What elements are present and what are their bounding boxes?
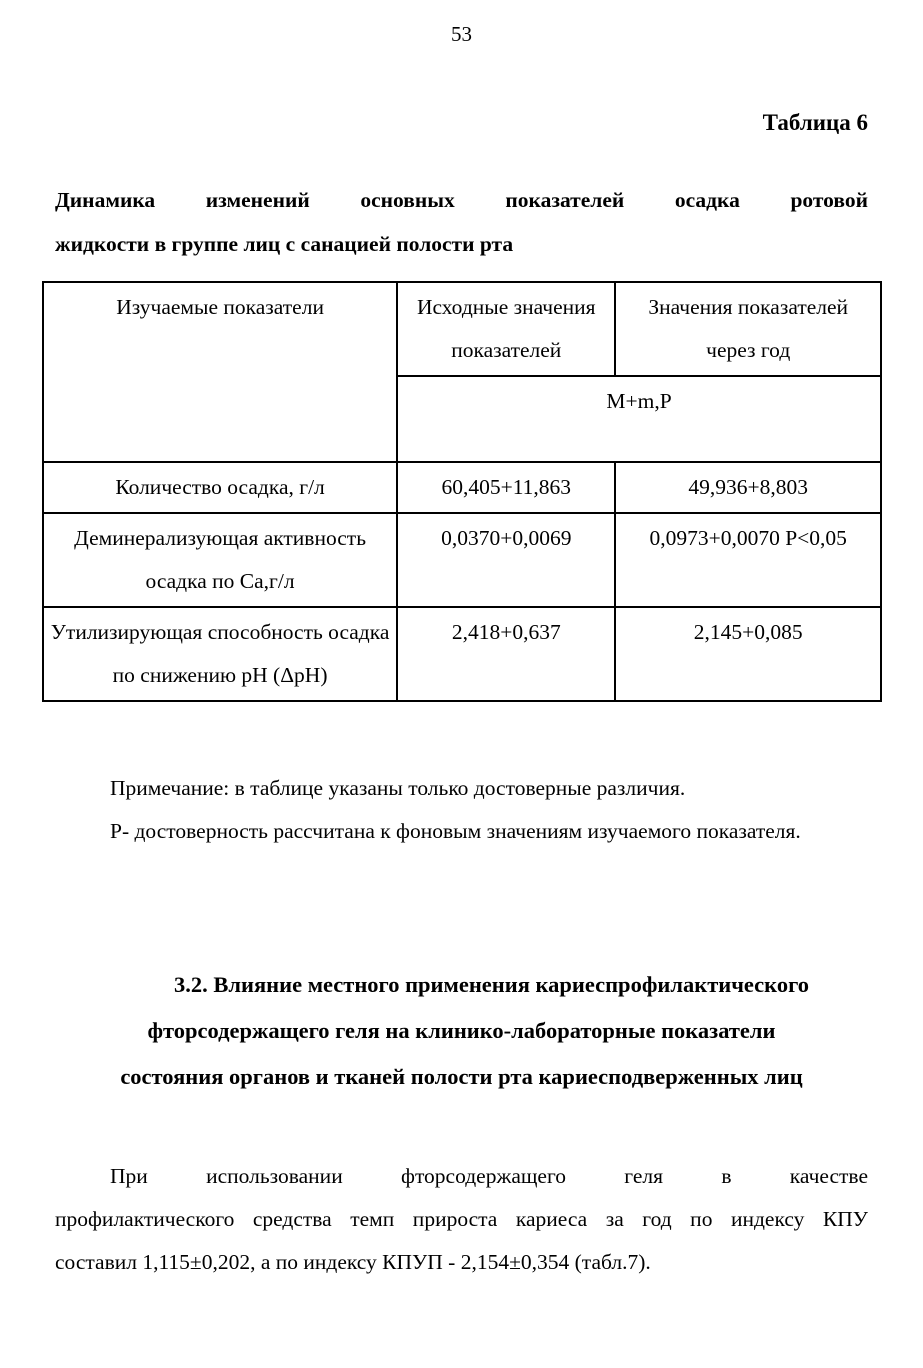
header-initial-values: Исходные значения показателей <box>397 282 615 376</box>
row-after-year-value: 49,936+8,803 <box>615 462 881 513</box>
row-initial-value: 60,405+11,863 <box>397 462 615 513</box>
row-after-year-value: 2,145+0,085 <box>615 607 881 701</box>
table-caption: Таблица 6 <box>762 110 868 135</box>
header-values-after-year: Значения показателей через год <box>615 282 881 376</box>
section-heading-line-2: фторсодержащего геля на клинико-лабораторные показатели <box>147 1018 776 1043</box>
page-number: 53 <box>451 22 472 46</box>
header-indicators: Изучаемые показатели <box>43 282 397 462</box>
body-line-1: При использовании фторсодержащего геля в качестве <box>110 1164 868 1188</box>
data-table <box>42 281 882 702</box>
table-header-row <box>43 282 881 376</box>
section-heading-line-3: состояния органов и тканей полости рта кариесподверженных лиц <box>120 1064 803 1089</box>
table-row <box>43 607 881 701</box>
header-statistics: M+m,P <box>397 376 881 462</box>
body-line-3: составил 1,115±0,202, а по индексу КПУП - 2,154±0,354 (табл.7). <box>55 1250 651 1274</box>
table-row <box>43 462 881 513</box>
row-after-year-value: 0,0973+0,0070 Р<0,05 <box>615 513 881 607</box>
row-indicator: Утилизирующая способность осадка по снижению рН (ΔpH) <box>43 607 397 701</box>
table-title-line-1: Динамика изменений основных показателей осадка ротовой <box>55 188 868 212</box>
table-row <box>43 513 881 607</box>
note-line-2: Р- достоверность рассчитана к фоновым значениям изучаемого показателя. <box>110 819 801 843</box>
note-line-1: Примечание: в таблице указаны только достоверные различия. <box>110 776 686 800</box>
body-line-2: профилактического средства темп прироста кариеса за год по индексу КПУ <box>55 1207 868 1231</box>
row-indicator: Количество осадка, г/л <box>43 462 397 513</box>
row-indicator: Деминерализующая активность осадка по Са,г/л <box>43 513 397 607</box>
section-heading-line-1: 3.2. Влияние местного применения кариеспрофилактического <box>174 972 809 997</box>
row-initial-value: 0,0370+0,0069 <box>397 513 615 607</box>
table-title-line-2: жидкости в группе лиц с санацией полости рта <box>55 232 514 256</box>
row-initial-value: 2,418+0,637 <box>397 607 615 701</box>
